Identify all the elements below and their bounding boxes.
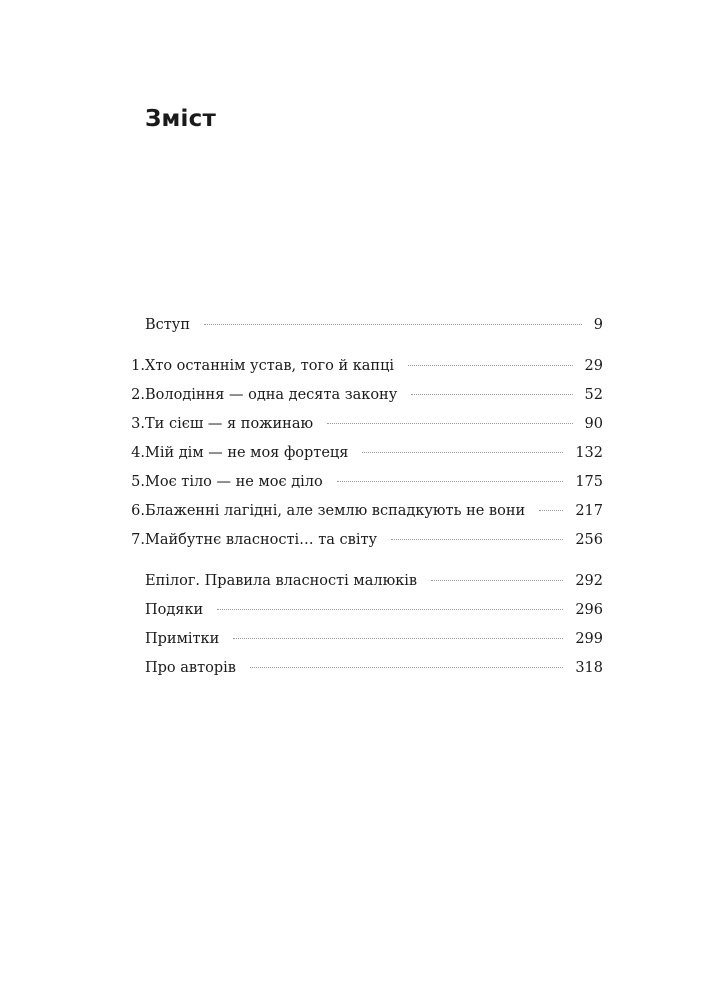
dotted-leader — [362, 452, 563, 453]
toc-entry-title: Ти сієш — я пожинаю — [145, 416, 314, 432]
dotted-leader — [411, 394, 572, 395]
toc-entry-chapter-4[interactable] — [118, 442, 603, 464]
toc-entry-chapter-6[interactable] — [118, 500, 603, 522]
toc-entry-page: 175 — [575, 474, 603, 490]
toc-entry-about-authors[interactable] — [118, 657, 603, 679]
toc-entry-title: Моє тіло — не моє діло — [145, 474, 323, 490]
toc-entry-page: 217 — [575, 503, 603, 519]
toc-entry-number: 4. — [131, 445, 145, 461]
dotted-leader — [250, 667, 563, 668]
toc-entry-page: 9 — [593, 317, 603, 333]
toc-entry-acknowledgements[interactable] — [118, 599, 603, 621]
toc-entry-page: 52 — [584, 387, 603, 403]
dotted-leader — [337, 481, 564, 482]
toc-entry-title: Примітки — [145, 631, 220, 647]
dotted-leader — [431, 580, 563, 581]
toc-entry-chapter-7[interactable] — [118, 529, 603, 551]
page-title: Зміст — [145, 106, 216, 132]
toc-entry-chapter-2[interactable] — [118, 384, 603, 406]
dotted-leader — [204, 324, 582, 325]
toc-entry-number: 3. — [131, 416, 145, 432]
toc-entry-title: Блаженні лагідні, але землю вспадкують не вони — [145, 503, 526, 519]
toc-entry-title: Про авторів — [145, 660, 236, 676]
toc-entry-title: Володіння — одна десята закону — [145, 387, 398, 403]
toc-entry-page: 256 — [575, 532, 603, 548]
toc-entry-page: 90 — [584, 416, 603, 432]
toc-entry-epilogue[interactable] — [118, 570, 603, 592]
dotted-leader — [391, 539, 563, 540]
toc-entry-title: Майбутнє власності… та світу — [145, 532, 378, 548]
dotted-leader — [327, 423, 572, 424]
toc-entry-chapter-5[interactable] — [118, 471, 603, 493]
toc-entry-title: Хто останнім устав, того й капці — [145, 358, 395, 374]
toc-entry-page: 132 — [575, 445, 603, 461]
toc-entry-intro[interactable] — [118, 314, 603, 336]
toc-entry-title: Епілог. Правила власності малюків — [145, 573, 418, 589]
toc-entry-title: Мій дім — не моя фортеця — [145, 445, 349, 461]
toc-entry-number: 1. — [131, 358, 145, 374]
toc-entry-chapter-1[interactable] — [118, 355, 603, 377]
dotted-leader — [233, 638, 563, 639]
toc-entry-number: 2. — [131, 387, 145, 403]
toc-entry-page: 299 — [575, 631, 603, 647]
toc-entry-page: 296 — [575, 602, 603, 618]
toc-entry-title: Вступ — [145, 317, 190, 333]
toc-entry-notes[interactable] — [118, 628, 603, 650]
toc-entry-chapter-3[interactable] — [118, 413, 603, 435]
dotted-leader — [408, 365, 572, 366]
toc-entry-page: 29 — [584, 358, 603, 374]
dotted-leader — [217, 609, 563, 610]
toc-entry-title: Подяки — [145, 602, 204, 618]
toc-entry-number: 6. — [131, 503, 145, 519]
toc-entry-number: 7. — [131, 532, 145, 548]
toc-entry-page: 292 — [575, 573, 603, 589]
dotted-leader — [539, 510, 563, 511]
toc-entry-page: 318 — [575, 660, 603, 676]
toc-entry-number: 5. — [131, 474, 145, 490]
